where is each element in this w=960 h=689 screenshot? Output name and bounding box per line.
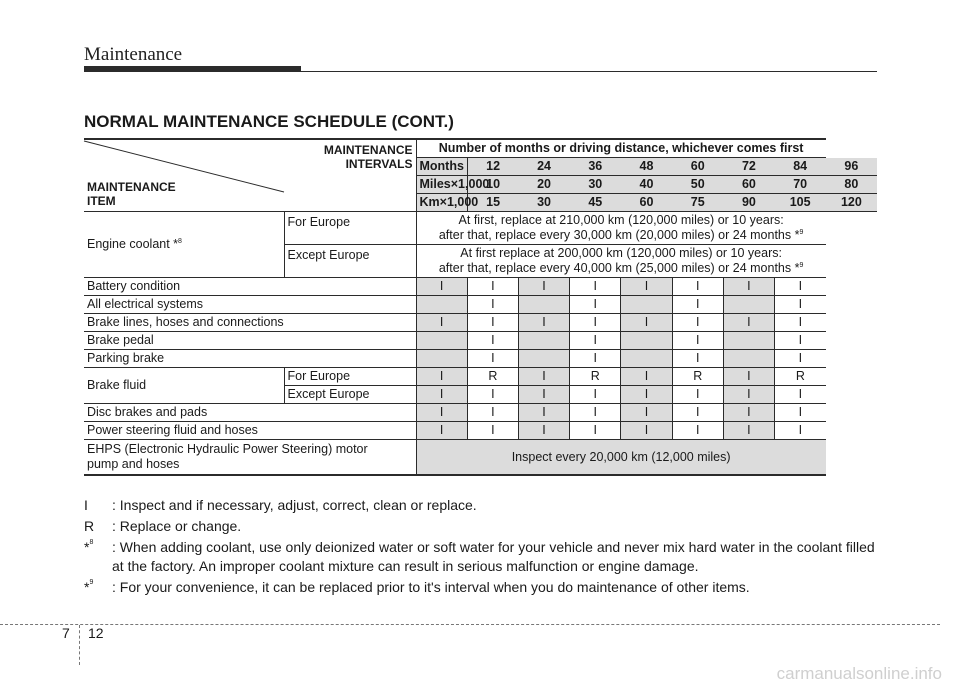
schedule-cell: 20 — [518, 176, 569, 194]
item-ehps — [84, 440, 416, 476]
text-line: after that, replace every 40,000 km (25,000 miles) or 24 months * — [438, 261, 800, 275]
schedule-cell: I — [775, 422, 826, 440]
schedule-cell: 45 — [570, 194, 621, 212]
item-label: Brake pedal — [84, 332, 416, 350]
chapter-number: 7 — [62, 625, 70, 641]
schedule-cell: I — [672, 386, 723, 404]
maintenance-table — [84, 138, 877, 476]
table-row — [84, 314, 877, 332]
schedule-cell: I — [672, 404, 723, 422]
region-label: For Europe — [284, 212, 416, 245]
schedule-cell: I — [775, 296, 826, 314]
schedule-cell: 30 — [518, 194, 569, 212]
table-row — [84, 296, 877, 314]
schedule-cell: I — [416, 386, 467, 404]
schedule-cell: I — [672, 350, 723, 368]
schedule-cell: I — [518, 422, 569, 440]
schedule-cell: 80 — [826, 176, 877, 194]
table-row — [84, 278, 877, 296]
region-label: Except Europe — [284, 245, 416, 278]
schedule-cell — [416, 332, 467, 350]
item-label: Parking brake — [84, 350, 416, 368]
schedule-cell: 40 — [621, 176, 672, 194]
header-rule — [84, 66, 301, 72]
item-label: Disc brakes and pads — [84, 404, 416, 422]
schedule-cell: I — [570, 314, 621, 332]
schedule-cell: I — [621, 278, 672, 296]
schedule-cell — [621, 296, 672, 314]
schedule-cell: I — [775, 350, 826, 368]
footnote-marker: 9 — [89, 579, 94, 586]
schedule-cell: 84 — [775, 158, 826, 176]
schedule-cell: 96 — [826, 158, 877, 176]
legend-item — [84, 538, 884, 576]
top-header: Number of months or driving distance, whichever comes first — [416, 139, 826, 158]
footnote-marker: 8 — [89, 539, 94, 546]
watermark: carmanualsonline.info — [776, 664, 942, 683]
text-line: At first, replace at 210,000 km (120,000 miles) or 10 years: — [458, 213, 784, 227]
schedule-cell: 105 — [775, 194, 826, 212]
footnote-marker: 9 — [799, 229, 804, 236]
schedule-cell: I — [672, 278, 723, 296]
schedule-cell: I — [723, 368, 774, 386]
schedule-cell: I — [672, 296, 723, 314]
schedule-cell: I — [467, 422, 518, 440]
schedule-cell: I — [775, 386, 826, 404]
schedule-cell: I — [621, 386, 672, 404]
schedule-cell: I — [416, 422, 467, 440]
schedule-cell: 10 — [467, 176, 518, 194]
schedule-cell: I — [775, 404, 826, 422]
schedule-cell: I — [467, 296, 518, 314]
schedule-cell: I — [723, 422, 774, 440]
schedule-cell — [723, 350, 774, 368]
item-label: Battery condition — [84, 278, 416, 296]
legend-key: I — [84, 497, 88, 513]
footnote-marker: 8 — [178, 238, 182, 245]
schedule-cell: I — [621, 314, 672, 332]
footnote-marker: 9 — [799, 262, 804, 269]
legend-key: * — [84, 539, 90, 555]
legend-item — [84, 496, 884, 515]
schedule-cell: I — [570, 296, 621, 314]
section-header: Maintenance — [84, 44, 183, 65]
schedule-cell: I — [570, 386, 621, 404]
schedule-cell — [621, 350, 672, 368]
schedule-cell: 75 — [672, 194, 723, 212]
legend-text: : Inspect and if necessary, adjust, correct, clean or replace. — [112, 497, 477, 513]
item-label: Power steering fluid and hoses — [84, 422, 416, 440]
schedule-cell: 12 — [467, 158, 518, 176]
schedule-cell: I — [416, 404, 467, 422]
schedule-cell: I — [672, 422, 723, 440]
schedule-cell: I — [467, 350, 518, 368]
item-engine-coolant — [84, 212, 284, 278]
schedule-cell: 70 — [775, 176, 826, 194]
schedule-cell: I — [416, 278, 467, 296]
schedule-cell: I — [518, 386, 569, 404]
legend-item — [84, 578, 884, 597]
miles-label: Miles×1,000 — [416, 176, 467, 194]
schedule-cell: I — [570, 404, 621, 422]
coolant-interval-text — [416, 212, 826, 245]
footer-divider — [79, 625, 80, 665]
schedule-cell: 60 — [621, 194, 672, 212]
coolant-interval-text — [416, 245, 826, 278]
table-row — [84, 212, 877, 245]
schedule-cell: I — [518, 404, 569, 422]
schedule-cell: I — [621, 368, 672, 386]
schedule-cell — [723, 332, 774, 350]
legend — [84, 496, 884, 599]
schedule-cell: I — [723, 314, 774, 332]
schedule-cell: I — [570, 278, 621, 296]
table-row — [84, 422, 877, 440]
table-corner-header — [84, 139, 416, 212]
months-label: Months — [416, 158, 467, 176]
schedule-cell: I — [775, 278, 826, 296]
ehps-interval-text: Inspect every 20,000 km (12,000 miles) — [416, 440, 826, 476]
schedule-cell: R — [570, 368, 621, 386]
schedule-cell: I — [672, 332, 723, 350]
schedule-cell: 72 — [723, 158, 774, 176]
corner-intervals-label: MAINTENANCE INTERVALS — [323, 143, 413, 171]
schedule-cell: 30 — [570, 176, 621, 194]
schedule-cell — [416, 350, 467, 368]
table-row — [84, 440, 877, 476]
schedule-cell: R — [467, 368, 518, 386]
schedule-cell — [518, 296, 569, 314]
schedule-cell: I — [723, 278, 774, 296]
table-row — [84, 332, 877, 350]
schedule-cell: 24 — [518, 158, 569, 176]
schedule-cell: I — [723, 386, 774, 404]
schedule-cell: I — [621, 422, 672, 440]
header-rule-thin — [301, 71, 877, 72]
schedule-cell: I — [518, 278, 569, 296]
schedule-cell: 120 — [826, 194, 877, 212]
page-number: 12 — [88, 625, 104, 641]
text-line: EHPS (Electronic Hydraulic Power Steering) motor — [87, 442, 368, 456]
schedule-cell: I — [467, 314, 518, 332]
schedule-cell: I — [518, 368, 569, 386]
schedule-cell: R — [775, 368, 826, 386]
schedule-cell: 90 — [723, 194, 774, 212]
schedule-cell: I — [518, 314, 569, 332]
text-line: pump and hoses — [87, 457, 180, 471]
legend-text: : When adding coolant, use only deionized water or soft water for your vehicle and never mix hard water in the coolant filled at the factory. An improper coolant mixture can result in serious malfunction or engine damage. — [112, 539, 875, 574]
text-line: after that, replace every 30,000 km (20,000 miles) or 24 months * — [438, 228, 800, 242]
schedule-cell: I — [416, 368, 467, 386]
region-label: For Europe — [284, 368, 416, 386]
footer-rule — [0, 624, 940, 625]
item-brake-fluid: Brake fluid — [84, 368, 284, 404]
schedule-cell: 36 — [570, 158, 621, 176]
schedule-cell: I — [570, 332, 621, 350]
legend-key: R — [84, 518, 95, 534]
schedule-cell: R — [672, 368, 723, 386]
corner-item-label: MAINTENANCE ITEM — [87, 180, 176, 208]
region-label: Except Europe — [284, 386, 416, 404]
schedule-cell: I — [416, 314, 467, 332]
schedule-cell: I — [621, 404, 672, 422]
schedule-cell — [723, 296, 774, 314]
schedule-cell: I — [775, 314, 826, 332]
schedule-cell: 48 — [621, 158, 672, 176]
schedule-cell: I — [775, 332, 826, 350]
table-row — [84, 368, 877, 386]
km-label: Km×1,000 — [416, 194, 467, 212]
schedule-cell: 60 — [723, 176, 774, 194]
legend-key: * — [84, 579, 90, 595]
legend-text: : Replace or change. — [112, 518, 242, 534]
schedule-cell: 50 — [672, 176, 723, 194]
table-row — [84, 350, 877, 368]
legend-text: : For your convenience, it can be replaced prior to it's interval when you do maintenance of other items. — [112, 579, 750, 595]
item-label: All electrical systems — [84, 296, 416, 314]
item-label: Brake lines, hoses and connections — [84, 314, 416, 332]
schedule-cell: I — [467, 332, 518, 350]
page-title: NORMAL MAINTENANCE SCHEDULE (CONT.) — [84, 112, 454, 131]
legend-item — [84, 517, 884, 536]
schedule-cell — [518, 350, 569, 368]
schedule-cell: 15 — [467, 194, 518, 212]
schedule-cell — [518, 332, 569, 350]
table-row — [84, 404, 877, 422]
schedule-cell: I — [467, 404, 518, 422]
schedule-cell: I — [723, 404, 774, 422]
schedule-cell: I — [467, 278, 518, 296]
schedule-cell: I — [570, 422, 621, 440]
schedule-cell — [621, 332, 672, 350]
schedule-cell: I — [467, 386, 518, 404]
schedule-cell: I — [570, 350, 621, 368]
schedule-cell: I — [672, 314, 723, 332]
item-label: Engine coolant * — [87, 237, 179, 251]
text-line: At first replace at 200,000 km (120,000 miles) or 10 years: — [460, 246, 782, 260]
schedule-cell: 60 — [672, 158, 723, 176]
schedule-cell — [416, 296, 467, 314]
